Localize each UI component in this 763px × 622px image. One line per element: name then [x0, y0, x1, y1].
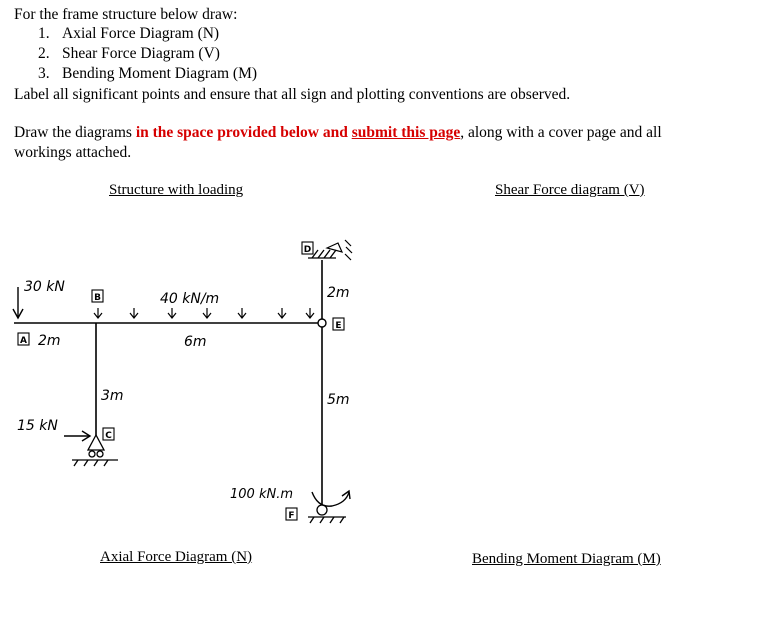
point-load-30kn-arrow — [13, 287, 23, 318]
heading-shear: Shear Force diagram (V) — [495, 182, 645, 198]
node-a-label: A — [20, 336, 27, 346]
roller-support-f — [308, 505, 346, 523]
task-number: 3. — [38, 65, 50, 82]
draw-instruction-part4: , along with a cover page and all — [460, 124, 662, 141]
draw-instruction-line2: workings attached. — [14, 144, 132, 161]
label-dim-3m: 3m — [101, 388, 124, 404]
node-f-label: F — [288, 511, 295, 521]
task-number: 2. — [38, 45, 50, 62]
label-30kn: 30 kN — [24, 279, 65, 295]
distributed-load-arrows — [94, 308, 314, 318]
label-100knm: 100 kN.m — [230, 487, 293, 502]
label-dim-2m-left: 2m — [38, 333, 61, 349]
heading-moment: Bending Moment Diagram (M) — [472, 551, 661, 567]
hinge-e — [318, 319, 326, 327]
label-40kn-per-m: 40 kN/m — [160, 291, 220, 307]
submit-page-emphasis: submit this page — [351, 124, 461, 141]
heading-structure: Structure with loading — [109, 182, 244, 198]
label-dim-6m: 6m — [184, 334, 207, 350]
point-load-15kn-arrow — [64, 431, 90, 441]
draw-instruction-part1: Draw the diagrams — [14, 124, 136, 141]
node-d-label: D — [303, 245, 312, 255]
label-15kn: 15 kN — [17, 418, 58, 434]
draw-instruction-emphasis: in the space provided below and — [135, 124, 352, 141]
heading-axial: Axial Force Diagram (N) — [100, 549, 253, 565]
label-instruction: Label all significant points and ensure that all sign and plotting conventions are observed. — [14, 86, 571, 103]
intro-text: For the frame structure below draw: — [14, 6, 238, 23]
node-e-label: E — [335, 321, 342, 331]
task-text: Bending Moment Diagram (M) — [62, 65, 258, 82]
label-dim-5m: 5m — [327, 392, 350, 408]
node-b-label: B — [94, 293, 101, 303]
node-c-label: C — [105, 431, 112, 441]
label-dim-2m-right: 2m — [327, 285, 350, 301]
moment-100knm-arrow — [312, 491, 350, 506]
task-text: Shear Force Diagram (V) — [62, 45, 220, 62]
task-number: 1. — [38, 25, 50, 42]
task-text: Axial Force Diagram (N) — [62, 25, 220, 42]
